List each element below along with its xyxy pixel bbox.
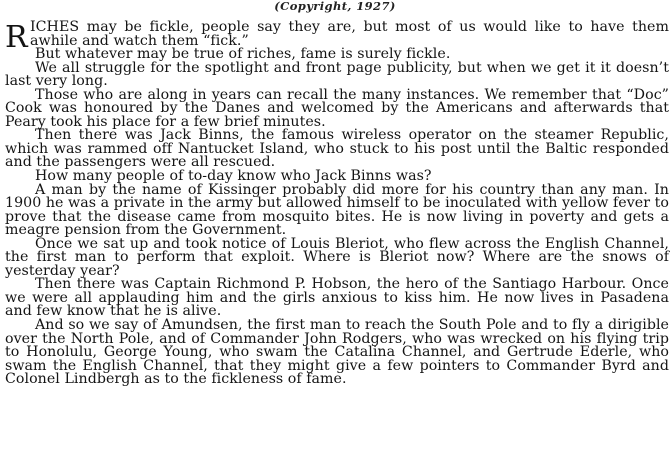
copyright-notice: (Copyright, 1927) <box>274 0 396 13</box>
paragraph-10: And so we say of Amundsen, the first man to reach the South Pole and to fly a dirigible over the North Pole, and of Commander John Rodgers, who was wrecked on his flying trip to Honolulu, George Young, who swam the Catalina Channel, and Gertrude Ederle, who swam the English Channel, that they might give a few pointers to Commander Byrd and Colonel Lindbergh as to the fickleness of fame. <box>5 317 669 388</box>
lead-word: ICHES <box>30 19 80 35</box>
paragraph-6: How many people of to-day know who Jack Binns was? <box>35 168 432 185</box>
paragraph-8: Once we sat up and took notice of Louis Bleriot, who flew across the English Channel, the first man to perform that exploit. Where is Bleriot now? Where are the snows of yesterday year? <box>5 235 669 279</box>
paragraph-9: Then there was Captain Richmond P. Hobson, the hero of the Santiago Harbour. Once we were all applauding him and the girls anxious to kiss him. He now lives in Pasadena and few know that he is alive. <box>5 276 669 320</box>
paragraph-2: But whatever may be true of riches, fame is surely fickle. <box>35 46 451 63</box>
paragraph-7: A man by the name of Kissinger probably did more for his country than any man. In 1900 he was a private in the army but allowed himself to be inoculated with yellow fever to prove that the disease came from mosquito bites. He is now living in poverty and gets a meagre pension from the Government. <box>5 181 669 239</box>
drop-cap-letter: R <box>5 20 28 55</box>
paragraph-4: Those who are along in years can recall the many instances. We remember that “Doc” Cook was honoured by the Danes and welcomed by the Americans and afterwards that Peary took his place for a few brief minutes. <box>5 86 669 130</box>
paragraph-1-text: may be fickle, people say they are, but most of us would like to have them awhile and watch them “fick.” <box>30 19 669 49</box>
paragraph-3: We all struggle for the spotlight and front page publicity, but when we get it it doesn’t last very long. <box>5 59 669 90</box>
paragraph-5: Then there was Jack Binns, the famous wireless operator on the steamer Republic, which was rammed off Nantucket Island, who stuck to his post until the Baltic responded and the passengers were all rescued. <box>5 127 669 171</box>
paragraph-1 <box>5 21 669 48</box>
article-body <box>5 21 669 387</box>
